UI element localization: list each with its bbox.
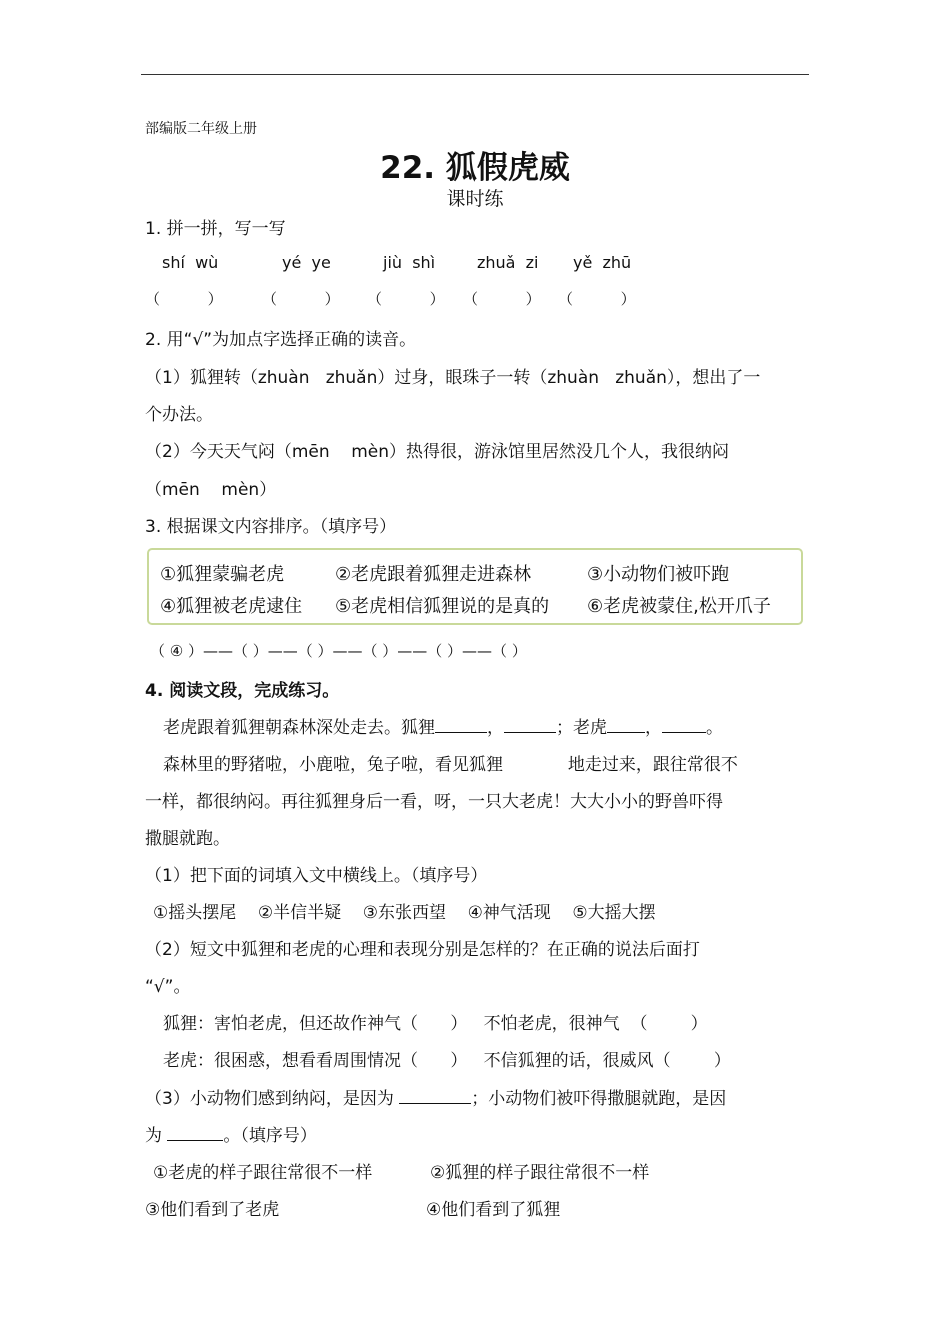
q4-sub2-line1: （2）短文中狐狸和老虎的心理和表现分别是怎样的？在正确的说法后面打 <box>145 940 700 960</box>
q2-item1-line1: （1）狐狸转（zhuàn zhuǎn）过身，眼珠子一转（zhuàn zhuǎn），想出了一 <box>145 368 761 388</box>
order-sequence-blanks[interactable]: （ ④ ）——（ ）——（ ）——（ ）——（ ）——（ ） <box>150 642 527 660</box>
pinyin-item: yé ye <box>282 253 331 272</box>
order-option: ⑤老虎相信狐狸说的是真的 <box>335 596 550 617</box>
order-option: ②老虎跟着狐狸走进森林 <box>335 564 532 585</box>
passage-blank[interactable] <box>504 718 556 733</box>
passage-line-2: 森林里的野猪啦，小鹿啦，兔子啦，看见狐狸 地走过来，跟往常很不 <box>163 755 738 775</box>
order-option: ④狐狸被老虎逮住 <box>160 596 303 617</box>
passage-blank[interactable] <box>435 718 487 733</box>
pinyin-item: zhuǎ zi <box>477 253 539 272</box>
page-subtitle: 课时练 <box>446 188 504 210</box>
q2-item2-line2: （mēn mèn） <box>145 480 277 500</box>
passage-line-1: 老虎跟着狐狸朝森林深处走去。狐狸 ， ；老虎 ， 。 <box>163 718 723 738</box>
q1-heading: 1. 拼一拼，写一写 <box>145 219 286 239</box>
q2-item2-line1: （2）今天天气闷（mēn mèn）热得很，游泳馆里居然没几个人，我很纳闷 <box>145 442 730 462</box>
q2-item1-line2: 个办法。 <box>145 405 213 425</box>
q4-heading: 4. 阅读文段，完成练习。 <box>145 681 340 701</box>
pinyin-item: shí wù <box>162 253 219 272</box>
order-option: ③小动物们被吓跑 <box>587 564 730 585</box>
order-option: ⑥老虎被蒙住,松开爪子 <box>587 596 771 617</box>
answer-blank[interactable]: （ ） <box>558 290 636 308</box>
q4-fox-choices[interactable]: 狐狸：害怕老虎，但还故作神气（ ） 不怕老虎，很神气 （ ） <box>163 1014 708 1034</box>
q2-heading: 2. 用“√”为加点字选择正确的读音。 <box>145 330 417 350</box>
order-option: ①狐狸蒙骗老虎 <box>160 564 285 585</box>
grade-label: 部编版二年级上册 <box>145 121 257 137</box>
q4-sub2-line2: “√”。 <box>145 977 191 997</box>
header-rule <box>141 74 809 75</box>
q4-sub1-words: ①摇头摆尾 ②半信半疑 ③东张西望 ④神气活现 ⑤大摇大摆 <box>153 903 656 923</box>
q3-heading: 3. 根据课文内容排序。（填序号） <box>145 517 397 537</box>
pinyin-item: yě zhū <box>573 253 632 272</box>
passage-line-4: 撒腿就跑。 <box>145 829 230 849</box>
passage-blank[interactable] <box>662 718 706 733</box>
q4-sub3-option: ①老虎的样子跟往常很不一样 <box>153 1163 373 1183</box>
order-options-box <box>147 548 803 625</box>
q4-sub3-line2: 为 。（填序号） <box>145 1126 317 1146</box>
passage-blank[interactable] <box>607 718 645 733</box>
q1-blank-row <box>0 288 950 310</box>
answer-blank[interactable]: （ ） <box>367 290 445 308</box>
pinyin-item: jiù shì <box>383 253 436 272</box>
q4-sub3-option: ④他们看到了狐狸 <box>426 1200 561 1220</box>
answer-blank[interactable]: （ ） <box>463 290 541 308</box>
answer-blank[interactable]: （ ） <box>262 290 340 308</box>
q4-sub3-line1: （3）小动物们感到纳闷，是因为 ；小动物们被吓得撒腿就跑，是因 <box>145 1089 727 1109</box>
q4-sub3-option: ②狐狸的样子跟往常很不一样 <box>430 1163 650 1183</box>
answer-blank[interactable] <box>167 1126 223 1141</box>
q4-sub3-option: ③他们看到了老虎 <box>145 1200 280 1220</box>
page-title: 22. 狐假虎威 <box>380 150 570 186</box>
q4-tiger-choices[interactable]: 老虎：很困惑，想看看周围情况（ ） 不信狐狸的话，很威风（ ） <box>163 1051 731 1071</box>
answer-blank[interactable] <box>399 1089 471 1104</box>
answer-blank[interactable]: （ ） <box>145 290 223 308</box>
passage-line-3: 一样，都很纳闷。再往狐狸身后一看，呀，一只大老虎！大大小小的野兽吓得 <box>145 792 723 812</box>
q4-sub1-heading: （1）把下面的词填入文中横线上。（填序号） <box>145 866 488 886</box>
q1-pinyin-row <box>0 253 950 275</box>
